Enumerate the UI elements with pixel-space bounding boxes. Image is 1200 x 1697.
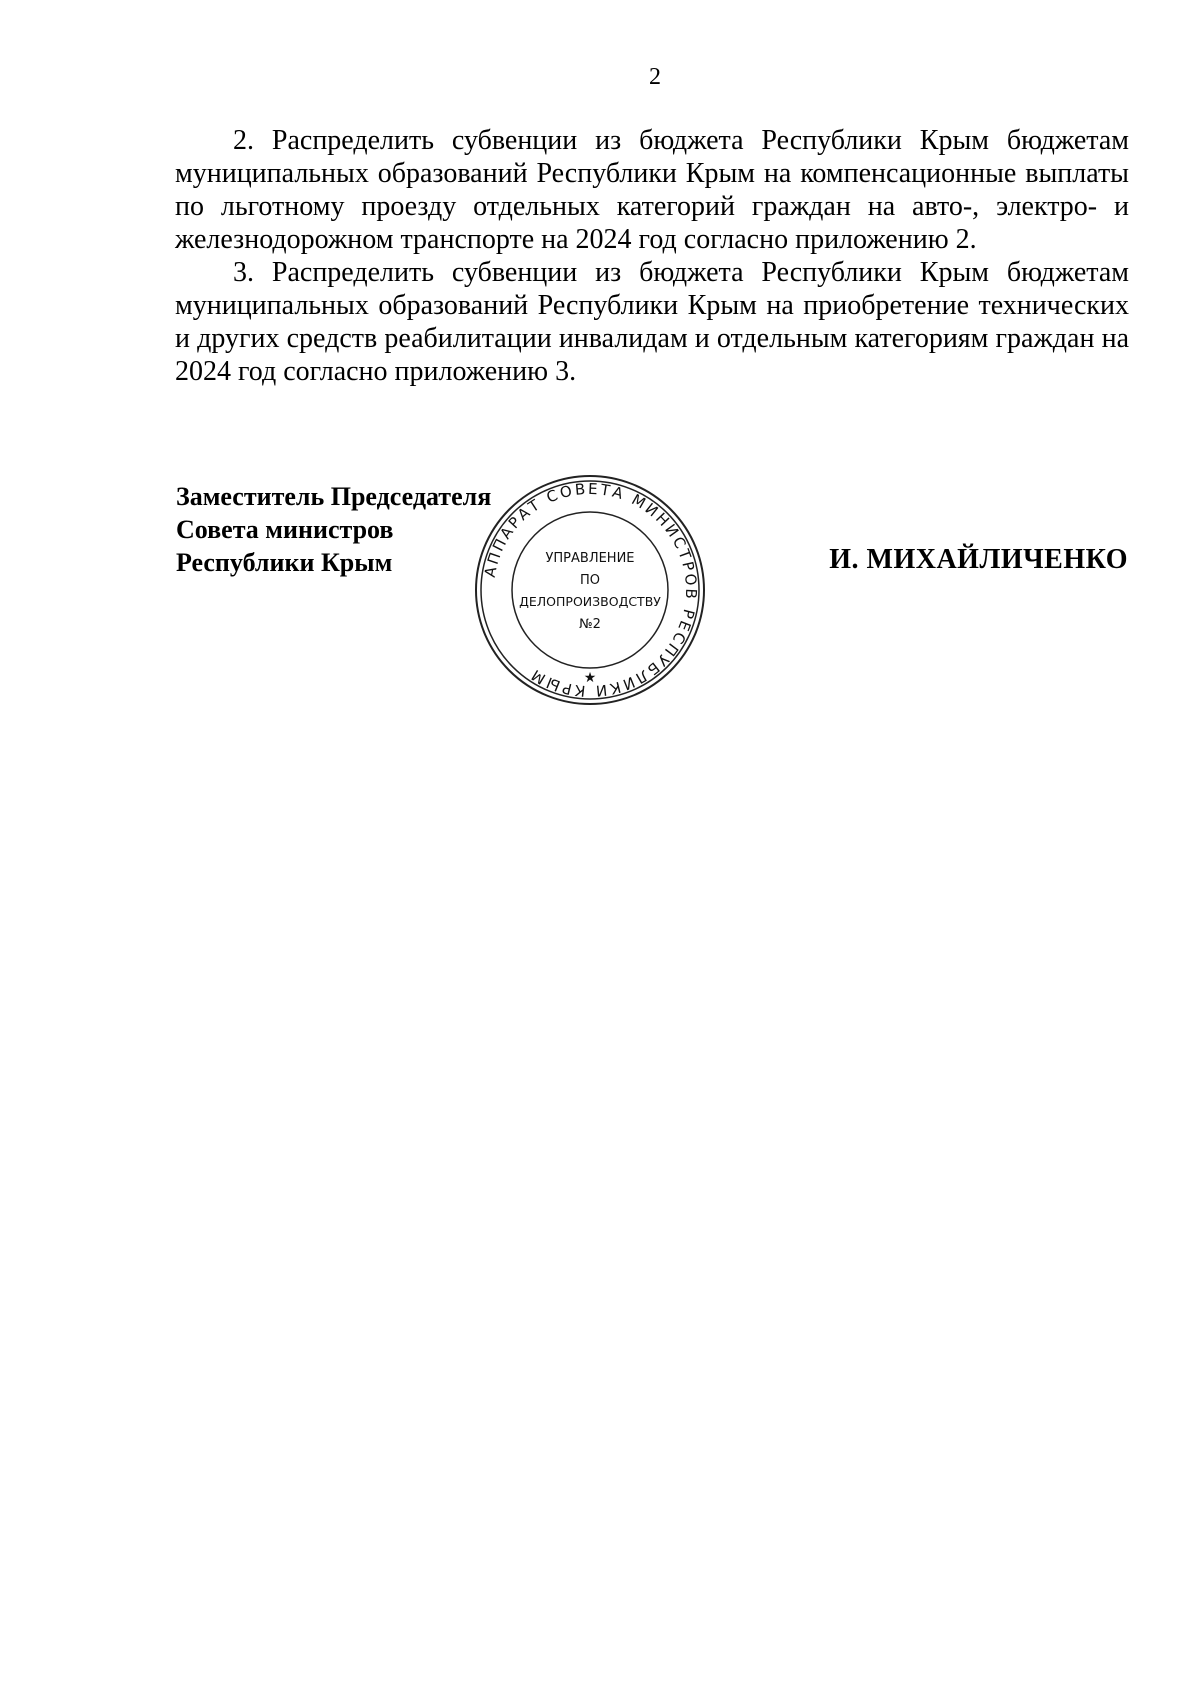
paragraph-2: 2. Распределить субвенции из бюджета Республики Крым бюджетам муниципальных образований Республики Крым на компенсационные выплаты по льготному проезду отдельных категорий граждан на авто-, электро- и железнодорожном транспорте на 2024 год согласно приложению 2. bbox=[175, 125, 1129, 255]
seal-graphic bbox=[470, 470, 710, 710]
seal-inner-ring bbox=[512, 512, 668, 668]
seal-center-line: ДЕЛОПРОИЗВОДСТВУ bbox=[519, 594, 661, 609]
paragraph-3: 3. Распределить субвенции из бюджета Республики Крым бюджетам муниципальных образований Республики Крым на приобретение технических и других средств реабилитации инвалидам и отдельным категориям граждан на 2024 год согласно приложению 3. bbox=[175, 257, 1129, 387]
seal-center-line: №2 bbox=[579, 617, 601, 632]
page-number: 2 bbox=[649, 64, 661, 90]
signatory-title-line: Заместитель Председателя bbox=[176, 482, 492, 511]
seal-ring-text-path: АППАРАТ СОВЕТА МИНИСТРОВ РЕСПУБЛИКИ КРЫМ bbox=[480, 479, 701, 701]
seal-center-line: ПО bbox=[579, 573, 601, 588]
signatory-name: И. МИХАЙЛИЧЕНКО bbox=[829, 544, 1128, 575]
document-body bbox=[175, 124, 1129, 388]
signatory-title bbox=[176, 480, 491, 579]
signatory-title-line: Совета министров bbox=[176, 515, 394, 544]
official-seal-stamp bbox=[470, 470, 710, 710]
seal-center-line: УПРАВЛЕНИЕ bbox=[545, 551, 635, 566]
seal-star-icon: ★ bbox=[583, 670, 597, 686]
signatory-title-line: Республики Крым bbox=[176, 548, 393, 577]
